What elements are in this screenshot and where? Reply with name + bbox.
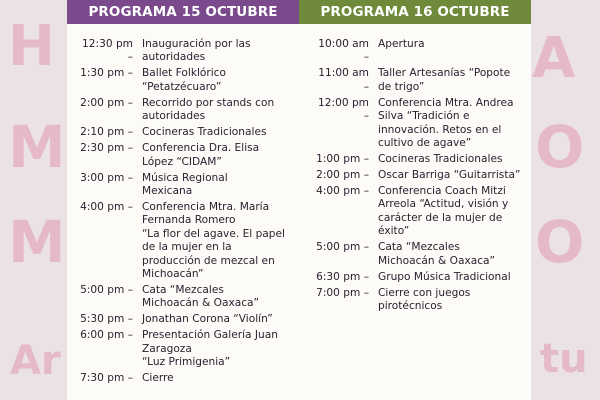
schedule-row xyxy=(75,284,297,311)
schedule-row xyxy=(75,38,297,65)
event-time: 5:00 pm – xyxy=(316,241,369,254)
background-letter: A xyxy=(532,26,576,91)
event-activity: Jonathan Corona “Violín” xyxy=(142,313,273,326)
event-activity: Cata “Mezcales Michoacán & Oaxaca” xyxy=(378,241,496,267)
event-activity: Cocineras Tradicionales xyxy=(378,153,503,166)
background-letter: M xyxy=(8,208,66,276)
event-activity: Conferencia Mtra. María Fernanda Romero “La flor del agave. El papel de la mujer en la producción de mezcal en Michoacán” xyxy=(142,201,285,281)
event-activity: Grupo Música Tradicional xyxy=(378,270,511,283)
event-activity: Inauguración por las autoridades xyxy=(142,38,251,64)
event-time: 12:00 pm – xyxy=(318,96,369,123)
background-letter: O xyxy=(535,113,585,181)
event-time: 7:30 pm – xyxy=(80,372,133,385)
event-time: 6:00 pm – xyxy=(80,329,133,342)
event-time: 4:00 pm – xyxy=(80,201,133,214)
schedule-row xyxy=(310,153,525,166)
event-time: 4:00 pm – xyxy=(316,185,369,198)
event-time: 1:30 pm – xyxy=(80,67,133,80)
program-card xyxy=(67,0,531,400)
event-activity: Conferencia Mtra. Andrea Silva “Tradición e innovación. Retos en el cultivo de agave” xyxy=(378,96,514,150)
schedule-row xyxy=(75,97,297,124)
event-time: 2:00 pm – xyxy=(316,169,369,182)
event-time: 7:00 pm – xyxy=(316,286,369,299)
schedule-row xyxy=(310,67,525,94)
schedule-row xyxy=(310,287,525,314)
schedule-row xyxy=(75,67,297,94)
event-activity: Conferencia Dra. Elisa López “CIDAM” xyxy=(142,142,260,168)
schedule-row xyxy=(310,241,525,268)
event-time: 1:00 pm – xyxy=(316,153,369,166)
schedule-row xyxy=(310,169,525,182)
event-activity: Música Regional Mexicana xyxy=(142,171,228,198)
event-time: 12:30 pm – xyxy=(82,38,133,64)
background-letter: O xyxy=(535,208,585,276)
schedule-row xyxy=(75,329,297,369)
schedule-row xyxy=(75,313,297,326)
day1-schedule xyxy=(75,38,297,388)
event-activity: Cierre con juegos pirotécnicos xyxy=(378,286,471,313)
event-activity: Presentación Galería Juan Zaragoza “Luz Primigenia” xyxy=(142,329,278,369)
background-letter: tu xyxy=(540,336,588,382)
day1-header: PROGRAMA 15 OCTUBRE xyxy=(67,0,299,24)
schedule-row xyxy=(310,271,525,284)
event-time: 6:30 pm – xyxy=(316,270,369,283)
background-letter: Ar xyxy=(10,338,61,384)
event-time: 2:30 pm – xyxy=(80,142,133,155)
schedule-row xyxy=(310,185,525,239)
schedule-row xyxy=(310,97,525,151)
event-activity: Cocineras Tradicionales xyxy=(142,126,267,139)
day2-schedule xyxy=(310,38,525,316)
event-activity: Cierre xyxy=(142,372,174,385)
event-time: 11:00 am – xyxy=(318,67,369,93)
day2-header: PROGRAMA 16 OCTUBRE xyxy=(299,0,531,24)
event-time: 5:00 pm – xyxy=(80,284,133,297)
schedule-row xyxy=(310,38,525,65)
event-activity: Taller Artesanías “Popote de trigo” xyxy=(378,67,511,93)
event-time: 5:30 pm – xyxy=(80,313,133,326)
event-activity: Conferencia Coach Mitzi Arreola “Actitud, visión y carácter de la mujer de éxito” xyxy=(378,185,509,238)
schedule-row xyxy=(75,372,297,385)
background-letter: M xyxy=(8,113,66,181)
event-time: 3:00 pm – xyxy=(80,171,133,184)
event-time: 10:00 am – xyxy=(318,38,369,64)
event-time: 2:00 pm – xyxy=(80,96,133,109)
schedule-row xyxy=(75,201,297,281)
schedule-row xyxy=(75,142,297,169)
event-activity: Ballet Folklórico “Petatzécuaro” xyxy=(142,67,226,93)
event-activity: Oscar Barriga “Guitarrista” xyxy=(378,169,521,182)
event-time: 2:10 pm – xyxy=(80,126,133,139)
event-activity: Cata “Mezcales Michoacán & Oaxaca” xyxy=(142,284,260,310)
event-activity: Recorrido por stands con autoridades xyxy=(142,96,275,123)
schedule-row xyxy=(75,126,297,139)
schedule-row xyxy=(75,172,297,199)
event-activity: Apertura xyxy=(378,38,425,50)
background-letter: H xyxy=(8,14,55,79)
